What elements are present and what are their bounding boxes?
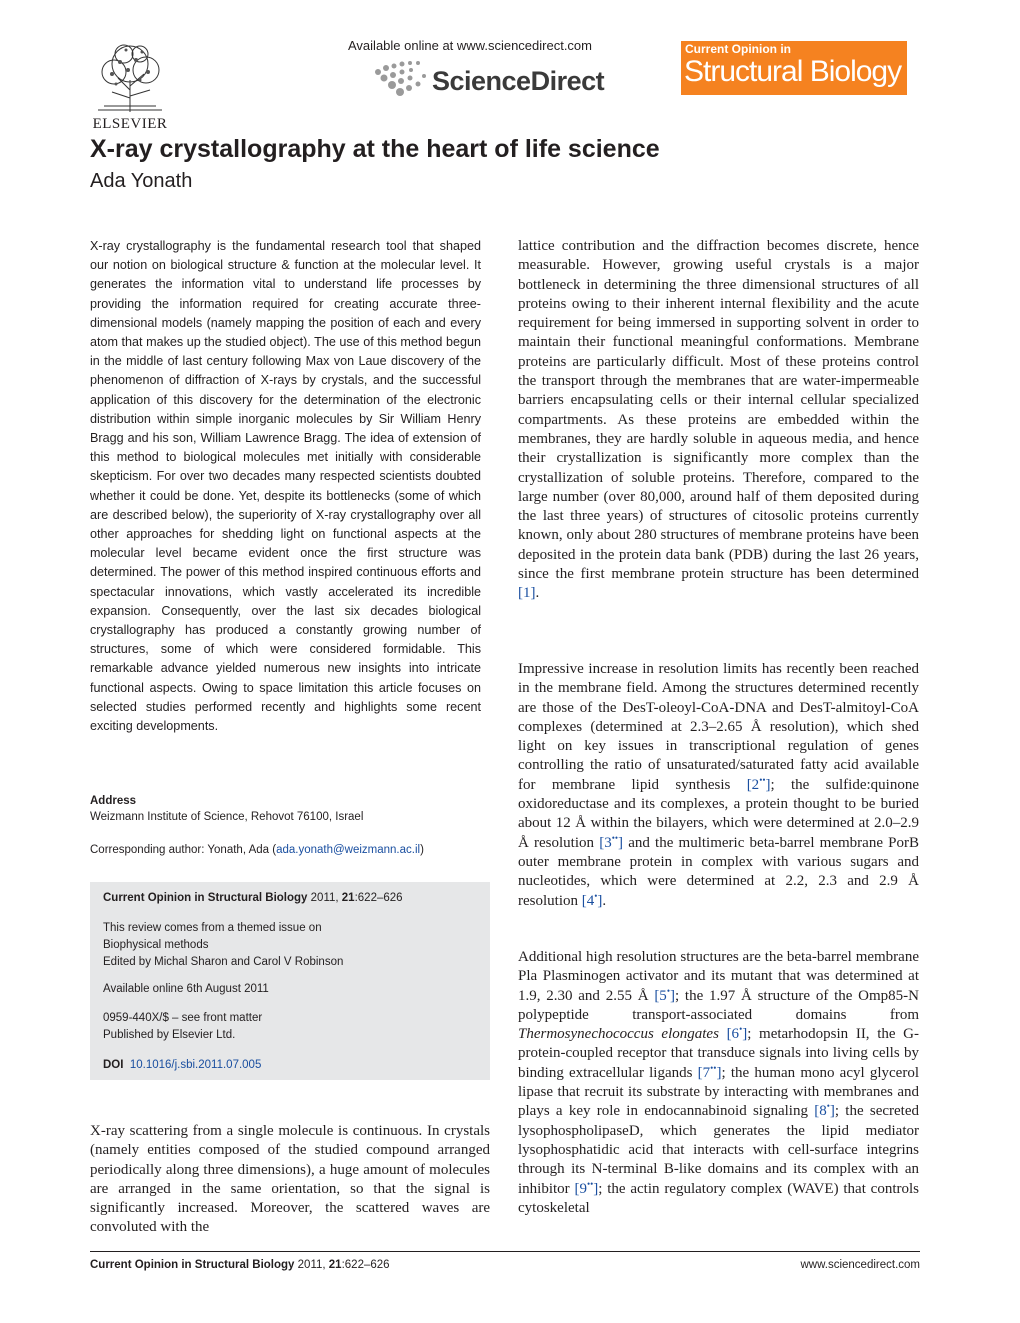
reference-close: ] [829, 1103, 835, 1120]
info-editors: Edited by Michal Sharon and Carol V Robinson [103, 956, 344, 968]
reference-link[interactable] [697, 1062, 722, 1081]
reference-marker: •• [611, 832, 619, 843]
reference-marker: •• [710, 1062, 717, 1073]
reference-link[interactable] [814, 1103, 835, 1119]
reference-close: ] [618, 834, 624, 851]
article-title: X-ray crystallography at the heart of life science [90, 135, 660, 163]
info-year: 2011, [307, 892, 342, 904]
reference-link[interactable] [719, 1026, 747, 1042]
available-online-text: Available online at www.sciencedirect.com [348, 38, 592, 53]
info-theme [103, 920, 343, 971]
reference-link[interactable] [599, 832, 624, 851]
reference-number: [4 [581, 892, 595, 909]
reference-close: ] [765, 776, 771, 793]
reference-link[interactable]: [1] [518, 585, 536, 602]
reference-number: [7 [697, 1064, 711, 1081]
reference-marker: • [594, 890, 598, 901]
info-citation [103, 892, 403, 904]
address-text: Weizmann Institute of Science, Rehovot 76100, Israel [90, 811, 364, 823]
paragraph-text: ; the sulfide:quinone oxidoreductase and its complexes, a protein thought to be buried about 12 Å within the bilayers, which were determined at 2.0–2.9 Å resolution [518, 776, 919, 851]
reference-number: [5 [654, 987, 667, 1004]
footer-pages: :622–626 [341, 1259, 390, 1271]
info-issn [103, 1010, 262, 1044]
article-info-box [90, 882, 490, 1080]
article-author: Ada Yonath [90, 170, 193, 192]
reference-close: ] [716, 1064, 722, 1081]
paragraph-text: Impressive increase in resolution limits has recently been reached in the membrane field. Among the structures determined recently are those of the DesT-oleoyl-CoA-DNA and DesT-almitoyl-CoA complexes (determined at 2.3–2.65 Å resolution), which shed light on key issues in transcriptional regulation of genes controlling the ratio of unsaturated/saturated fatty acid available for membrane lipid synthesis [518, 661, 919, 793]
doi-label: DOI [103, 1059, 124, 1071]
sciencedirect-wordmark: ScienceDirect [432, 66, 605, 96]
footer-url[interactable]: www.sciencedirect.com [800, 1259, 920, 1271]
reference-marker: •• [586, 1178, 594, 1189]
paragraph-text: ; the human mono acyl glycerol lipase that recruit its substrate by interacting with membranes and plays a key role in endocannabinoid signaling [518, 1064, 919, 1120]
reference-close: ] [669, 987, 675, 1004]
corresponding-author [90, 844, 424, 856]
reference-link[interactable] [581, 890, 603, 909]
reference-link[interactable] [574, 1178, 599, 1197]
abstract: X-ray crystallography is the fundamental research tool that shaped our notion on biological structure & function at the molecular level. It generates the information vital to understand life processes by providing the information required for creating accurate three-dimensional models (namely mapping the position of each and every atom that makes up the studied object). The use of this method begun in the middle of last century following Max von Laue discovery of the phenomenon of diffraction of X-rays by crystals, and the successful application of this discovery for the determination of the electronic distribution within simple inorganic molecules by Sir William Henry Bragg and his son, William Lawrence Bragg. The idea of extension of this method to biological molecules met initially with considerable skepticism. For over two decades many respected scientists doubted whether it could be done. Yet, despite its bottlenecks (some of which are described below), the superiority of X-ray crystallography over all other approaches for shedding light on functional aspects at the molecular level became evident once the first structure was determined. The power of this method inspired continuous efforts and spectacular innovations, which vastly accelerated its incredible expansion. Consequently, over the last six decades biological crystallography has produced a constantly growing number of structures, some of which were considered formidable. This remarkable advance yielded numerous new insights into intricate functional aspects. Owing to space limitation this article focuses on selected studies performed recently and highlights some recent exciting developments. [90, 239, 481, 734]
body-paragraph-right-1 [518, 237, 919, 604]
publisher-name: ELSEVIER [92, 116, 168, 132]
journal-badge-top: Current Opinion in [685, 42, 791, 56]
paragraph-text: ; the secreted lysophospholipaseD, which generates the lipid mediator lysophosphatidic acid that interacts with cell-surface integrins through its N-terminal B-like domains and its complex with an inhibitor [518, 1103, 920, 1197]
reference-link[interactable] [746, 774, 771, 793]
footer-volume: 21 [328, 1259, 342, 1271]
info-doi [103, 1059, 261, 1071]
info-theme-topic: Biophysical methods [103, 939, 209, 951]
reference-close: ] [742, 1026, 748, 1043]
journal-badge[interactable] [681, 41, 907, 95]
paragraph-text: ; the actin regulatory complex (WAVE) that controls cytoskeletal [518, 1180, 919, 1216]
info-available-online: Available online 6th August 2011 [103, 983, 269, 995]
elsevier-tree-icon [90, 40, 170, 114]
footer-year: 2011, [294, 1259, 329, 1271]
info-pages: :622–626 [354, 892, 403, 904]
footer-citation [90, 1259, 390, 1271]
journal-badge-title: Structural Biology [684, 55, 902, 88]
reference-close: ] [597, 892, 603, 909]
reference-marker: •• [759, 774, 766, 785]
author-email-link[interactable]: ada.yonath@weizmann.ac.il [276, 844, 421, 856]
paragraph-text: . [535, 585, 540, 602]
paragraph-text: ; the 1.97 Å structure of the Omp85-N polypeptide transport-associated domains from [518, 987, 920, 1023]
info-publisher: Published by Elsevier Ltd. [103, 1029, 236, 1041]
reference-number: [9 [574, 1180, 587, 1197]
reference-close: ] [593, 1180, 599, 1197]
reference-marker: • [826, 1101, 830, 1112]
species-name: Thermosynechococcus elongates [518, 1026, 719, 1043]
reference-number: [2 [746, 776, 760, 793]
paragraph-text: Additional high resolution structures are the beta-barrel membrane Pla Plasminogen activator and its mutant that was determined at 1.9, 2.30 and 2.55 Å [518, 949, 919, 1004]
reference-link[interactable] [654, 985, 675, 1004]
sciencedirect-dots-icon [372, 58, 432, 102]
body-paragraph-right-2 [518, 660, 919, 911]
info-journal: Current Opinion in Structural Biology [103, 892, 308, 904]
corresponding-label: Corresponding author: Yonath, Ada ( [90, 844, 277, 856]
corresponding-close: ) [420, 844, 424, 856]
reference-marker: • [666, 985, 670, 996]
paragraph-text: ; metarhodopsin II, the G-protein-coupled receptor that transduce signals into living cells by binding extracellular ligands [518, 1026, 919, 1081]
footer-journal: Current Opinion in Structural Biology [90, 1259, 295, 1271]
reference-number: [3 [599, 834, 612, 851]
paragraph-text: . [602, 892, 607, 909]
sciencedirect-logo[interactable] [372, 58, 612, 102]
reference-marker: • [739, 1024, 743, 1035]
info-volume: 21 [341, 892, 355, 904]
doi-link[interactable]: 10.1016/j.sbi.2011.07.005 [129, 1059, 262, 1071]
reference-number: [8 [814, 1103, 827, 1120]
address-heading: Address [90, 795, 137, 807]
info-theme-line: This review comes from a themed issue on [103, 922, 322, 934]
paragraph-text: and the multimeric beta-barrel membrane PorB outer membrane protein in complex with various sugars and nucleotides, which were determined at 2.2, 2.3 and 2.9 Å resolution [518, 834, 920, 909]
body-paragraph-left: X-ray scattering from a single molecule is continuous. In crystals (namely entities composed of the studied compound arranged periodically along three dimensions), a huge amount of molecules are arranged in the same orientation, so that the signal is significantly increased. Moreover, the scattered waves are convoluted with the [90, 1123, 490, 1236]
reference-number: [6 [718, 1026, 740, 1043]
paragraph-text: lattice contribution and the diffraction becomes discrete, hence measurable. However, growing useful crystals is a major bottleneck in determining the three dimensional structures of all proteins owing to their inherent internal flexibility and the acute requirement for being immersed in supporting solvent in order to maintain their functional meaningful conformations. Membrane proteins are particularly difficult. Most of these proteins control the transport through the membranes that are water-impermeable barriers encapsulating cells or their internal cellular specialized compartments. As these proteins are embedded within the membranes, they are hardly soluble in aqueous media, and hence their crystallization is significantly more complex than the crystallization of soluble proteins. Therefore, compared to the large number (over 80,000, around half of them deposited during the last three years) of structures of citosolic proteins currently known, only about 280 structures of membrane proteins have been deposited in the protein data bank (PDB) during the last 26 years, since the first membrane protein structure has been determined [518, 238, 919, 583]
footer-divider [90, 1251, 920, 1252]
elsevier-logo [90, 40, 170, 132]
info-issn-line: 0959-440X/$ – see front matter [103, 1012, 263, 1024]
body-paragraph-right-3 [518, 948, 919, 1218]
